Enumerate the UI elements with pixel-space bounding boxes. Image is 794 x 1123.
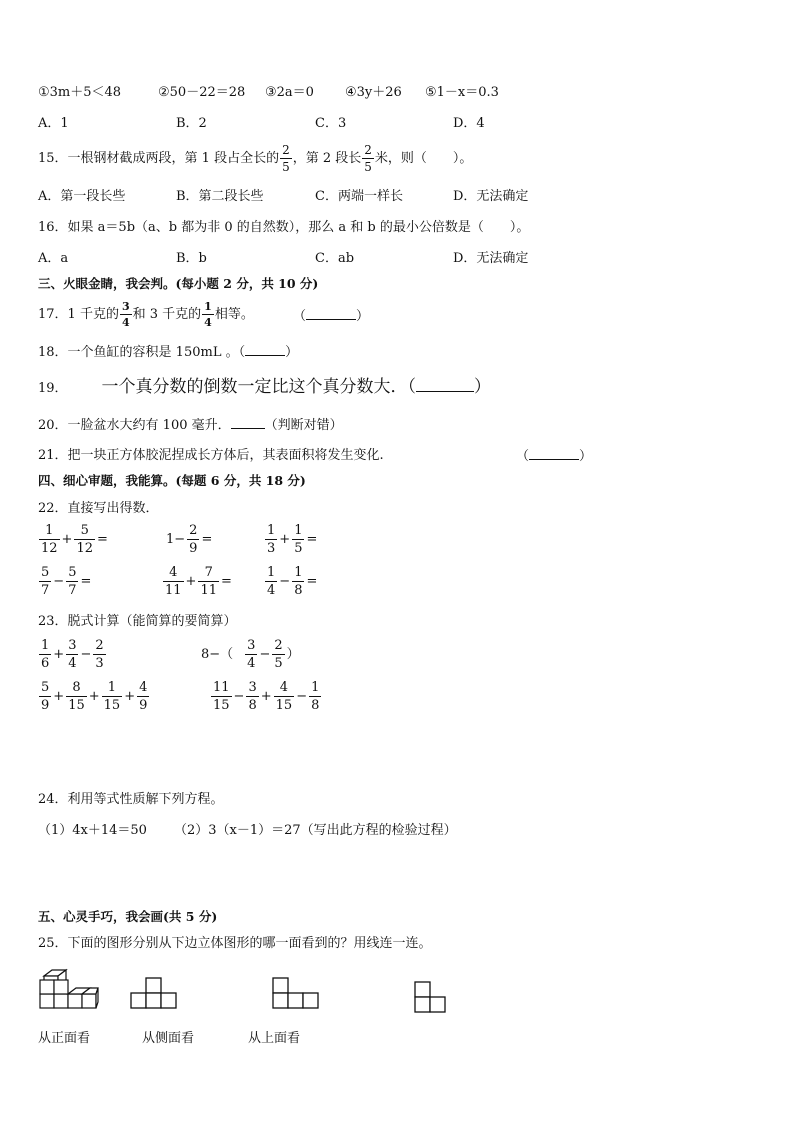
question-20[interactable]: 20．一脸盆水大约有 100 毫升． （判断对错） (38, 418, 343, 433)
q14-option-5: ⑤1－x＝0.3 (425, 85, 499, 100)
q15-choice-b: B．第二段长些 (176, 189, 264, 204)
q23-expression-4: $\frac{11}{15}$ − $\frac{3}{8}$ + $\frac{4}{15}$ − $\frac{1}{8}$ (213, 680, 320, 713)
question-17 (38, 298, 254, 332)
q17-answer[interactable]: （ ） (293, 309, 370, 324)
section-4-heading: 四、细心审题，我能算。(每题 6 分，共 18 分) (38, 473, 306, 488)
q22-item-5: $\frac{4}{11}$ + $\frac{7}{11}$ = (165, 565, 232, 598)
q14-choice-b: B．2 (176, 116, 207, 131)
section-3-heading: 三、火眼金睛，我会判。(每小题 2 分，共 10 分) (38, 276, 319, 291)
q22-item-2: 1− $\frac{2}{9}$ = (166, 523, 213, 556)
question-16: 16．如果 a＝5b（a、b 都为非 0 的自然数），那么 a 和 b 的最小公倍数是（ ）。 (38, 220, 530, 235)
view-figure-2 (272, 976, 320, 1012)
q25-label-front: 从正面看 (38, 1031, 91, 1046)
q17-fraction-2: $\frac{1}{4}$ (204, 300, 212, 329)
view-figure-1 (130, 976, 178, 1012)
q16-choice-a: A．a (38, 251, 69, 266)
q23-expression-2: 8−（ $\frac{3}{4}$ − $\frac{2}{5}$ ） (201, 638, 300, 671)
q14-choice-c: C．3 (315, 116, 347, 131)
q14-option-4: ④3y＋26 (345, 85, 402, 100)
question-18[interactable]: 18．一个鱼缸的容积是 150mL 。（ ） (38, 345, 299, 360)
q14-choice-d: D．4 (453, 116, 485, 131)
q21-answer[interactable]: （ ） (516, 449, 593, 464)
question-21: 21．把一块正方体胶泥捏成长方体后，其表面积将发生变化. (38, 448, 384, 463)
q17-text-mid: 和 3 千克的 (132, 307, 202, 322)
view-figure-3 (414, 976, 448, 1018)
q16-choice-d: D．无法确定 (453, 251, 529, 266)
question-19[interactable]: 19． 一个真分数的倒数一定比这个真分数大．（ ） (38, 377, 492, 397)
q16-choice-c: C．ab (315, 251, 355, 266)
question-22: 22．直接写出得数． (38, 501, 159, 516)
q22-item-1: $\frac{1}{12}$ + $\frac{5}{12}$ = (41, 523, 108, 556)
q25-label-top: 从上面看 (248, 1031, 301, 1046)
solid-figure (38, 968, 100, 1012)
q23-expression-1: $\frac{1}{6}$ + $\frac{3}{4}$ − $\frac{2}{3}$ (41, 638, 104, 671)
q15-fraction-1: $\frac{2}{5}$ (282, 143, 290, 174)
q22-item-6: $\frac{1}{4}$ − $\frac{1}{8}$ = (267, 565, 318, 598)
q16-choice-b: B．b (176, 251, 207, 266)
q15-text-post: 米，则（ ）。 (374, 151, 473, 166)
q14-option-3: ③2a＝0 (265, 85, 314, 100)
q25-label-side: 从侧面看 (142, 1031, 195, 1046)
q22-item-4: $\frac{5}{7}$ − $\frac{5}{7}$ = (41, 565, 92, 598)
q15-choice-d: D．无法确定 (453, 189, 529, 204)
q23-expression-3: $\frac{5}{9}$ + $\frac{8}{15}$ + $\frac{1}{15}$ + $\frac{4}{9}$ (41, 680, 148, 713)
q14-option-2: ②50－22＝28 (158, 85, 246, 100)
q17-text-post: 相等。 (214, 307, 254, 322)
q22-item-3: $\frac{1}{3}$ + $\frac{1}{5}$ = (267, 523, 318, 556)
q14-option-1: ①3m＋5＜48 (38, 85, 122, 100)
question-15 (38, 139, 472, 179)
q15-text-mid: ，第 2 段长 (292, 151, 362, 166)
question-24: 24．利用等式性质解下列方程。 (38, 792, 224, 807)
section-5-heading: 五、心灵手巧，我会画(共 5 分) (38, 909, 218, 924)
q17-text-pre: 17．1 千克的 (38, 307, 119, 322)
q24-part-2: （2）3（x－1）＝27（写出此方程的检验过程） (174, 823, 457, 838)
question-23: 23．脱式计算（能简算的要简算） (38, 614, 237, 629)
q15-text-pre: 15．一根钢材截成两段，第 1 段占全长的 (38, 151, 280, 166)
q15-choice-c: C．两端一样长 (315, 189, 403, 204)
q15-choice-a: A．第一段长些 (38, 189, 126, 204)
q14-choice-a: A．1 (38, 116, 69, 131)
question-25: 25．下面的图形分别从下边立体图形的哪一面看到的？用线连一连。 (38, 936, 432, 951)
q24-part-1: （1）4x＋14＝50 (38, 823, 147, 838)
q15-fraction-2: $\frac{2}{5}$ (364, 143, 372, 174)
q17-fraction-1: $\frac{3}{4}$ (121, 300, 130, 329)
